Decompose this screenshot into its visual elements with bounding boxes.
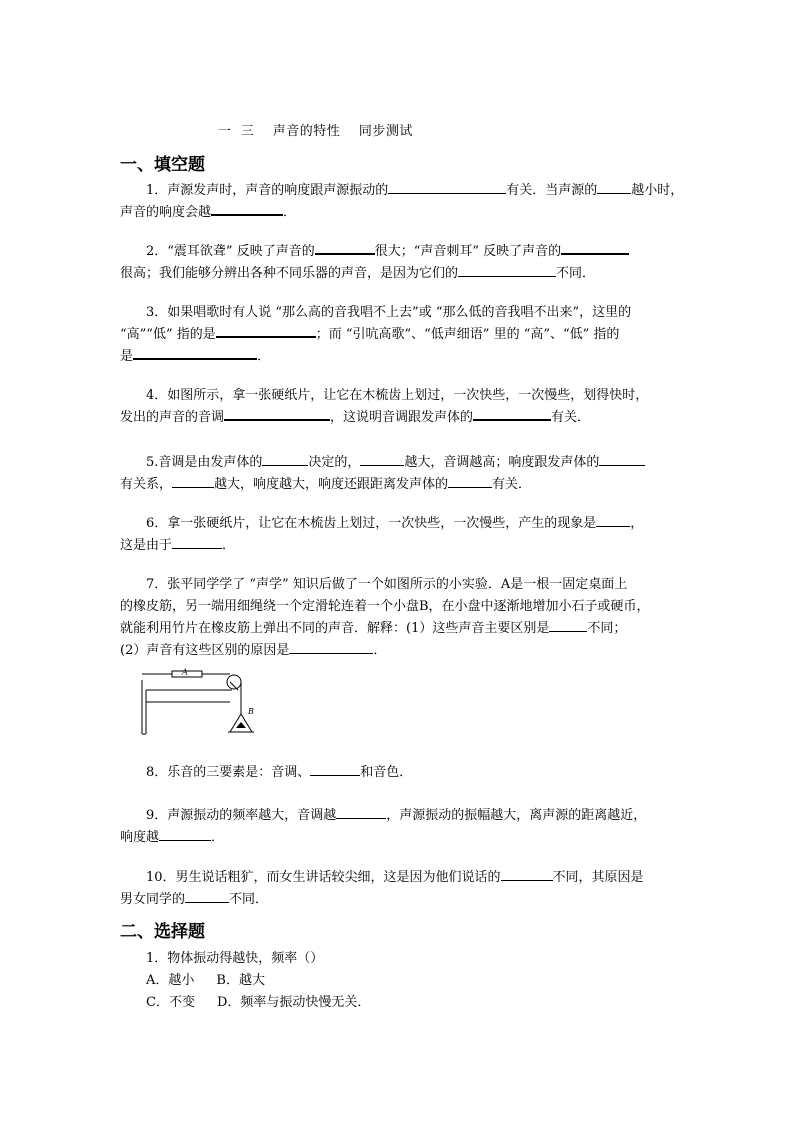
q10-text-c: 男女同学的 — [120, 892, 186, 907]
q2-text-c: 很高；我们能够分辨出各种不同乐器的声音，是因为它们的 — [120, 266, 459, 281]
q1-text-c: 越小时， — [631, 183, 684, 198]
q9-text-c: 响度越 — [120, 830, 160, 845]
q2-blank-3 — [458, 264, 556, 277]
q5-text-a: 5.音调是由发声体的 — [146, 455, 263, 470]
q4-blank-2 — [473, 407, 551, 421]
pan-right-string — [241, 714, 252, 732]
question-3 — [120, 302, 676, 368]
q2-blank-2 — [561, 241, 629, 255]
question-1 — [120, 180, 684, 224]
q7-text-f: ． — [373, 643, 387, 658]
q4-text-b: 发出的声音的音调 — [120, 410, 225, 425]
q5-text-e: 越大，响度越大，响度还跟距离发声体的 — [214, 477, 449, 492]
pan-weights — [236, 722, 246, 728]
q5-text-d: 有关系， — [120, 477, 173, 492]
mc1-stem: 1．物体振动得越快，频率（） — [146, 951, 324, 966]
q6-text-a: 6．拿一张硬纸片，让它在木梳齿上划过，一次快些，一次慢些，产生的现象是 — [146, 516, 597, 531]
q5-text-f: 有关． — [492, 477, 532, 492]
question-6 — [120, 513, 676, 557]
q3-blank-2 — [133, 346, 257, 360]
q10-text-b: 不同，其原因是 — [552, 870, 644, 885]
q8-text-a: 8．乐音的三要素是：音调、 — [146, 765, 311, 780]
q5-blank-1 — [262, 453, 308, 466]
q3-text-a: 3．如果唱歌时有人说 “那么高的音我唱不上去”或 “那么低的音我唱不出来”，这里的 — [146, 305, 632, 320]
q4-text-c: ，这说明音调跟发声体的 — [330, 410, 474, 425]
q5-text-c: 越大，音调越高；响度跟发声体的 — [404, 455, 600, 470]
label-b: B — [248, 707, 254, 716]
q7-text-d: 不同； — [587, 621, 627, 636]
q4-text-a: 4．如图所示，拿一张硬纸片，让它在木梳齿上划过，一次快些，一次慢些，划得快时， — [146, 388, 649, 403]
q1-text-a: 1．声源发声时，声音的响度跟声源振动的 — [146, 183, 389, 198]
q1-blank-2 — [597, 181, 631, 194]
label-a: A — [182, 668, 188, 677]
q1-blank-3 — [211, 202, 283, 216]
q9-blank-1 — [336, 806, 386, 819]
q9-blank-2 — [159, 828, 211, 841]
q9-text-d: ． — [211, 830, 225, 845]
q6-text-d: ． — [222, 538, 236, 553]
q7-blank-1 — [549, 619, 587, 632]
page-title: 一 三 声音的特性 同步测试 — [218, 124, 413, 139]
q6-blank-2 — [172, 536, 222, 549]
q1-text-d: 声音的响度会越 — [120, 205, 212, 220]
q10-text-d: 不同． — [229, 892, 269, 907]
pulley-wheel — [227, 675, 241, 689]
question-8 — [120, 762, 676, 784]
question-9 — [120, 805, 676, 849]
q9-text-b: ，声源振动的振幅越大，离声源的距离越近， — [386, 808, 647, 823]
question-7 — [120, 574, 676, 662]
q7-text-e: (2）声音有这些区别的原因是 — [120, 643, 290, 658]
question-2 — [120, 241, 676, 285]
q10-blank-2 — [185, 890, 229, 903]
pan-left-string — [230, 714, 241, 732]
q10-blank-1 — [501, 868, 553, 881]
q8-text-b: 和音色． — [360, 765, 413, 780]
question-5 — [120, 452, 676, 496]
q3-text-e: ． — [257, 349, 271, 364]
q5-blank-5 — [448, 475, 492, 488]
q2-text-b: 很大；“声音刺耳” 反映了声音的 — [374, 244, 562, 259]
question-4 — [120, 385, 676, 429]
q6-blank-1 — [596, 514, 630, 527]
q1-text-e: ． — [283, 205, 297, 220]
q2-text-a: 2．“震耳欲聋” 反映了声音的 — [146, 244, 315, 259]
section-heading-fill-in: 一、填空题 — [120, 155, 205, 175]
q3-text-d: 是 — [120, 349, 134, 364]
q4-blank-1 — [224, 407, 330, 421]
question-10 — [120, 867, 676, 911]
q3-text-b: “高”“低” 指的是 — [120, 327, 216, 342]
mc1-option-c: C．不变 — [146, 995, 195, 1010]
q7-text-a: 7．张平同学学了 “声学” 知识后做了一个如图所示的小实验．A是一根一固定桌面上 — [146, 577, 628, 592]
q6-text-c: 这是由于 — [120, 538, 173, 553]
q6-text-b: ， — [630, 516, 644, 531]
q7-text-b: 的橡皮筋，另一端用细绳绕一个定滑轮连着一个小盘B，在小盘中逐渐地增加小石子或硬币， — [120, 599, 650, 614]
q4-text-d: 有关． — [551, 410, 591, 425]
q2-blank-1 — [315, 241, 375, 255]
q5-blank-3 — [599, 453, 645, 466]
mc1-option-a: A．越小 — [146, 973, 195, 988]
mc1-option-b: B．越大 — [216, 973, 265, 988]
q8-blank-1 — [310, 763, 360, 776]
q5-blank-4 — [172, 475, 214, 488]
mc1-option-d: D．频率与振动快慢无关． — [216, 995, 371, 1010]
q10-text-a: 10．男生说话粗犷，而女生讲话较尖细，这是因为他们说话的 — [146, 870, 501, 885]
rubber-band-pulley-figure — [138, 668, 264, 744]
section-heading-multiple-choice: 二、选择题 — [120, 922, 205, 942]
q9-text-a: 9．声源振动的频率越大，音调越 — [146, 808, 337, 823]
q7-blank-2 — [289, 641, 373, 654]
q3-text-c: ；而 “引吭高歌”、“低声细语” 里的 “高”、“低” 指的 — [315, 327, 620, 342]
q5-blank-2 — [360, 453, 404, 466]
q3-blank-1 — [216, 324, 316, 338]
q1-text-b: 有关．当声源的 — [506, 183, 598, 198]
mc-question-1 — [146, 948, 370, 1014]
q5-text-b: 决定的， — [308, 455, 361, 470]
q1-blank-1 — [388, 181, 506, 194]
q2-text-d: 不同． — [556, 266, 596, 281]
q7-text-c: 就能利用竹片在橡皮筋上弹出不同的声音．解释：(1）这些声音主要区别是 — [120, 621, 550, 636]
